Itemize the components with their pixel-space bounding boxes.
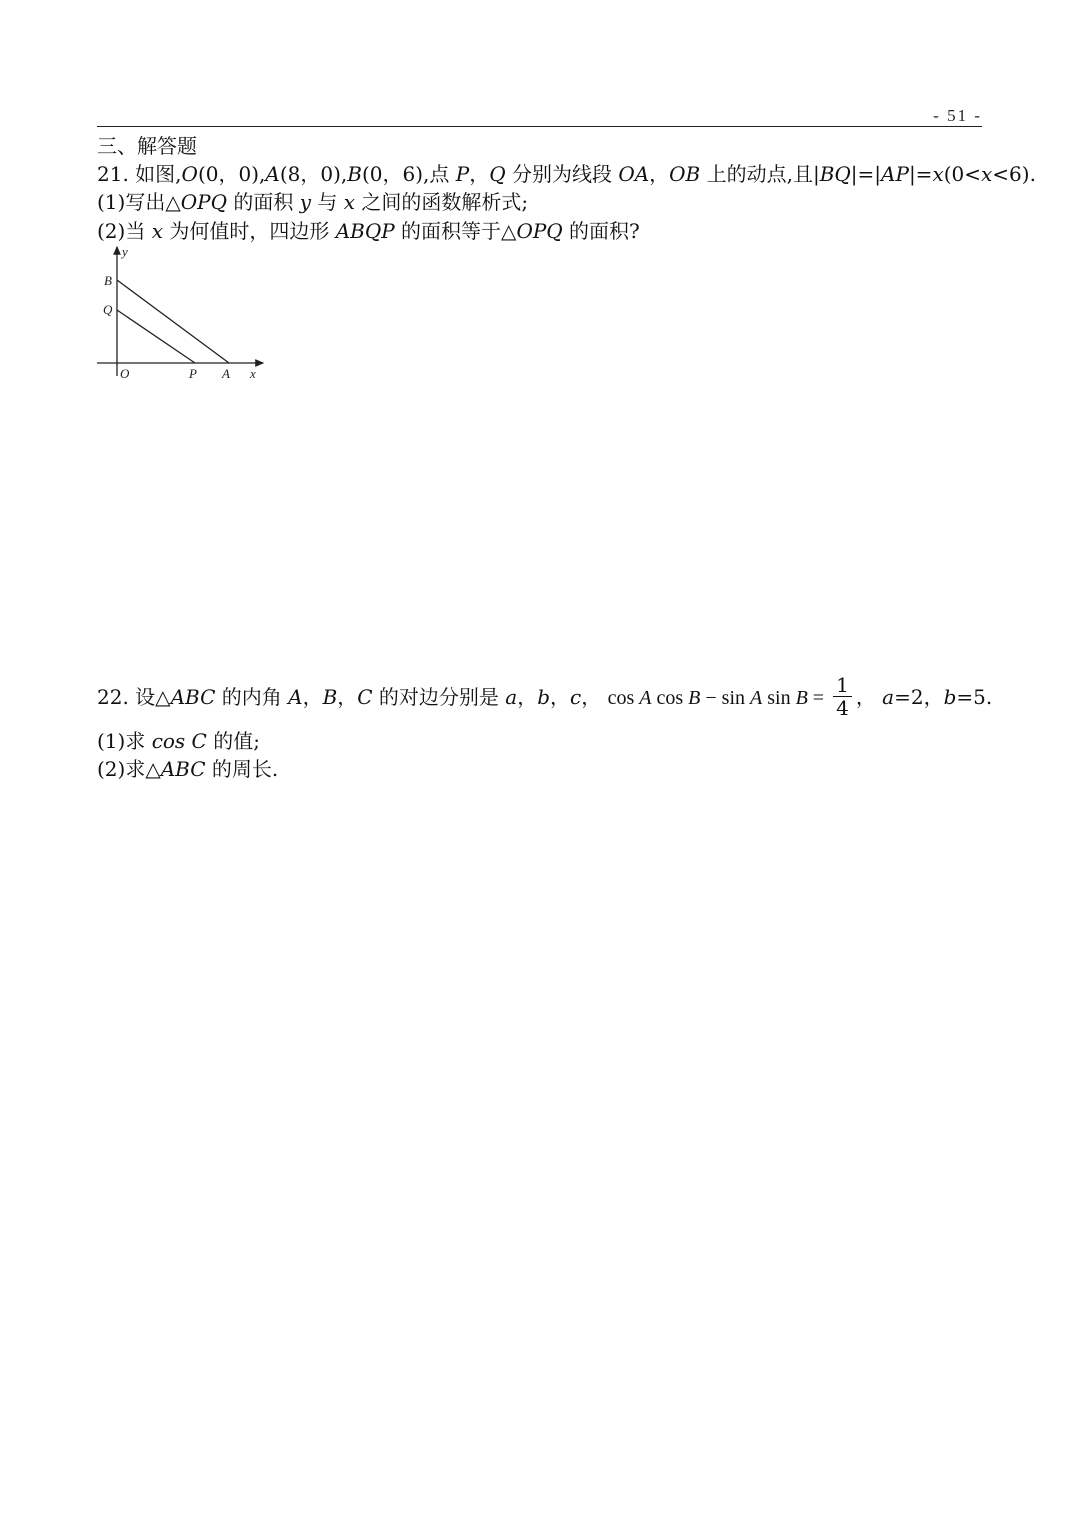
fraction-one-quarter [833, 674, 852, 719]
question-22-part-1 [97, 727, 260, 755]
text-run: 的周长. [205, 757, 279, 781]
text-run: ， [302, 685, 323, 709]
text-run: =5. [956, 685, 993, 709]
question-22-part-2 [97, 755, 278, 783]
math-variable: A [750, 687, 763, 709]
math-variable: B [688, 687, 701, 709]
math-variable: b [943, 685, 957, 709]
label-o: O [120, 366, 130, 381]
fraction-numerator: 1 [833, 674, 852, 697]
text-run: = [807, 687, 830, 709]
math-variable: A [639, 687, 652, 709]
text-run: (8，0), [279, 162, 348, 186]
math-variable: ABC [160, 757, 206, 781]
text-run: =2， [894, 685, 944, 709]
text-run: 的值; [206, 729, 260, 753]
math-variable: A [288, 685, 303, 709]
math-variable: O [181, 162, 198, 186]
math-variable: P [455, 162, 470, 186]
text-run: 的面积 [226, 190, 300, 214]
label-x: x [250, 366, 256, 381]
math-variable: Q [489, 162, 506, 186]
text-run: ， [855, 685, 883, 709]
label-y: y [122, 244, 128, 259]
label-q: Q [103, 302, 113, 317]
math-variable: BQ [819, 162, 851, 186]
math-variable: B [795, 687, 808, 709]
text-run: 之间的函数解析式; [355, 190, 529, 214]
page-number: - 51 - [933, 106, 982, 125]
question-21-part-2 [97, 217, 640, 245]
math-variable: x [151, 219, 163, 243]
math-variable: ABQP [335, 219, 395, 243]
math-variable: y [299, 190, 311, 214]
math-variable: x [981, 162, 993, 186]
text-run: 的面积? [562, 219, 640, 243]
math-variable: OPQ [180, 190, 227, 214]
section-title: 三、解答题 [97, 134, 197, 158]
text-run: (0< [943, 162, 982, 186]
math-variable: OA [618, 162, 650, 186]
question-21-stem [97, 160, 1036, 188]
segment-qp [117, 310, 195, 363]
text-run: 的面积等于△ [394, 219, 517, 243]
label-a: A [222, 366, 230, 381]
math-variable: A [265, 162, 280, 186]
text-run: sin [762, 687, 796, 709]
math-variable: c [570, 685, 582, 709]
header-rule [97, 126, 982, 127]
text-run: (0，0), [197, 162, 266, 186]
text-run: ， [550, 685, 571, 709]
coordinate-figure-svg [95, 244, 275, 386]
text-run: 的内角 [215, 685, 289, 709]
question-22-stem-text [135, 685, 607, 709]
fraction-denominator: 4 [836, 696, 849, 720]
math-variable: x [932, 162, 944, 186]
text-run: ， [469, 162, 490, 186]
text-run: (2)求△ [97, 757, 161, 781]
text-run: 的对边分别是 [372, 685, 506, 709]
text-run: 设△ [135, 685, 171, 709]
text-run: − sin [700, 687, 751, 709]
text-run: cos [651, 687, 689, 709]
text-run: |= [908, 162, 933, 186]
label-p: P [189, 366, 197, 381]
trig-equation [608, 687, 829, 709]
math-variable: b [537, 685, 551, 709]
text-run: 分别为线段 [505, 162, 619, 186]
text-run: ， [649, 162, 670, 186]
math-variable: C [357, 685, 373, 709]
coordinate-figure [95, 244, 275, 386]
math-variable: a [505, 685, 518, 709]
question-21-part-1 [97, 188, 528, 216]
math-variable: AP [881, 162, 909, 186]
math-variable: B [322, 685, 338, 709]
math-variable: a [882, 685, 895, 709]
text-run: 上的动点,且| [700, 162, 820, 186]
question-22-number: 22. [97, 685, 129, 709]
text-run: (0，6),点 [361, 162, 456, 186]
text-run: cos [607, 687, 640, 709]
label-b: B [104, 273, 112, 288]
math-variable: ABC [170, 685, 216, 709]
question-22-given-values [856, 685, 992, 709]
question-21-number: 21. [97, 162, 129, 186]
question-22-stem [97, 673, 993, 724]
math-variable: B [347, 162, 362, 186]
math-variable: OPQ [516, 219, 563, 243]
math-variable: x [343, 190, 355, 214]
text-run: ， [337, 685, 358, 709]
text-run: 如图, [135, 162, 182, 186]
math-variable: OB [669, 162, 701, 186]
math-variable: cos C [151, 729, 207, 753]
text-run: (1)写出△ [97, 190, 181, 214]
text-run: ， [581, 685, 608, 709]
text-run: ， [517, 685, 538, 709]
text-run: (2)当 [97, 219, 152, 243]
text-run: <6). [992, 162, 1036, 186]
text-run: 与 [311, 190, 344, 214]
text-run: (1)求 [97, 729, 152, 753]
text-run: |=| [850, 162, 882, 186]
question-21-stem-text [135, 162, 1036, 186]
text-run: 为何值时，四边形 [162, 219, 336, 243]
